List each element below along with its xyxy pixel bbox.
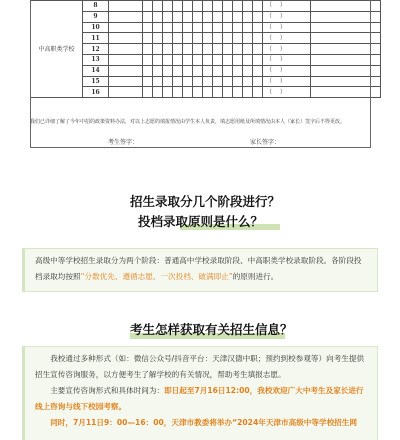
form-cell[interactable] — [223, 44, 233, 55]
form-cell[interactable] — [183, 11, 193, 22]
form-cell[interactable] — [233, 1, 243, 12]
form-cell[interactable] — [203, 87, 213, 98]
form-cell[interactable] — [203, 76, 213, 87]
form-cell[interactable] — [163, 11, 173, 22]
form-row — [31, 44, 381, 55]
category-label: 中高职类学校 — [31, 1, 83, 98]
form-cell[interactable] — [223, 33, 233, 44]
form-promise-text: 我们已详细了解了今年中招的政策资料办法，对以上志愿的填报情况由学生本人负责，填志愿用纸及所填情况由本人（家长）签字后不得更改。 — [30, 119, 346, 125]
section1-body-end: 的原则进行。 — [232, 272, 279, 281]
form-row — [31, 65, 381, 76]
row-number: 13 — [83, 54, 109, 65]
section2-para3 — [35, 415, 369, 431]
form-cell[interactable] — [223, 22, 233, 33]
form-cell[interactable] — [223, 76, 233, 87]
form-cell[interactable] — [253, 87, 263, 98]
form-cell[interactable] — [163, 65, 173, 76]
section2-title: 考生怎样获取有关招生信息？ — [130, 322, 293, 337]
form-cell[interactable] — [253, 1, 263, 12]
form-cell[interactable] — [193, 1, 203, 12]
section2-para2 — [35, 383, 369, 415]
form-cell[interactable] — [243, 76, 253, 87]
form-cell[interactable] — [233, 22, 243, 33]
form-cell[interactable] — [173, 87, 183, 98]
form-cell[interactable] — [163, 1, 173, 12]
form-cell[interactable] — [233, 33, 243, 44]
form-cell[interactable] — [173, 76, 183, 87]
form-cell[interactable] — [213, 87, 223, 98]
form-cell[interactable] — [193, 22, 203, 33]
form-cell[interactable] — [253, 11, 263, 22]
form-cell[interactable] — [193, 44, 203, 55]
form-cell[interactable] — [173, 33, 183, 44]
form-cell[interactable] — [193, 54, 203, 65]
form-cell[interactable] — [253, 76, 263, 87]
form-cell[interactable] — [109, 1, 143, 12]
student-signature-label: 考生签字： — [108, 139, 139, 146]
form-cell[interactable] — [143, 1, 153, 12]
form-cell[interactable] — [173, 11, 183, 22]
form-cell[interactable] — [203, 1, 213, 12]
form-cell[interactable] — [203, 22, 213, 33]
form-cell[interactable] — [193, 65, 203, 76]
form-cell[interactable] — [203, 65, 213, 76]
form-cell[interactable] — [213, 22, 223, 33]
form-cell[interactable] — [173, 54, 183, 65]
form-cell[interactable] — [213, 65, 223, 76]
form-cell[interactable] — [143, 22, 153, 33]
form-cell[interactable] — [213, 33, 223, 44]
row-number: 12 — [83, 44, 109, 55]
form-cell[interactable] — [173, 1, 183, 12]
form-cell[interactable] — [109, 11, 143, 22]
form-cell[interactable] — [153, 33, 163, 44]
row-number: 11 — [83, 33, 109, 44]
form-cell[interactable] — [143, 33, 153, 44]
form-cell[interactable] — [223, 87, 233, 98]
form-right-border — [370, 0, 371, 148]
form-row — [31, 76, 381, 87]
form-cell[interactable] — [183, 76, 193, 87]
form-row — [31, 87, 381, 98]
choice-mark[interactable]: （ ） — [263, 44, 311, 55]
form-cell[interactable] — [213, 54, 223, 65]
section1-title-line1: 招生录取分几个阶段进行？ — [130, 194, 281, 209]
form-cell[interactable] — [109, 87, 143, 98]
form-cell[interactable] — [153, 76, 163, 87]
row-number: 14 — [83, 65, 109, 76]
form-cell[interactable] — [213, 11, 223, 22]
section1-body-box — [22, 248, 378, 292]
row-number: 16 — [83, 87, 109, 98]
volunteer-table — [30, 0, 381, 98]
form-cell[interactable] — [193, 11, 203, 22]
form-cell[interactable] — [153, 44, 163, 55]
form-cell[interactable] — [213, 44, 223, 55]
form-cell[interactable] — [109, 76, 143, 87]
choice-mark[interactable]: （ ） — [263, 11, 311, 22]
form-cell[interactable] — [243, 11, 253, 22]
form-cell[interactable] — [173, 22, 183, 33]
form-cell[interactable] — [193, 33, 203, 44]
form-cell[interactable] — [183, 33, 193, 44]
form-cell[interactable] — [183, 87, 193, 98]
form-cell[interactable] — [243, 1, 253, 12]
form-cell[interactable] — [223, 1, 233, 12]
form-cell[interactable] — [183, 44, 193, 55]
form-cell[interactable] — [143, 76, 153, 87]
form-cell[interactable] — [253, 33, 263, 44]
form-cell[interactable] — [143, 44, 153, 55]
form-cell[interactable] — [253, 54, 263, 65]
form-cell[interactable] — [153, 87, 163, 98]
form-cell[interactable] — [233, 11, 243, 22]
choice-mark[interactable]: （ ） — [263, 65, 311, 76]
form-cell[interactable] — [253, 65, 263, 76]
form-cell[interactable] — [233, 65, 243, 76]
row-number: 8 — [83, 1, 109, 12]
form-cell[interactable] — [243, 44, 253, 55]
form-cell[interactable] — [163, 33, 173, 44]
form-cell[interactable] — [233, 76, 243, 87]
row-number: 15 — [83, 76, 109, 87]
section1-body-intro: 高级中等学校招生录取分为两个阶段：普通高中学校录取阶段、中高职类学校录取阶段。各阶段投档录取均按照 — [35, 256, 362, 281]
form-cell[interactable] — [243, 54, 253, 65]
form-cell[interactable] — [109, 44, 143, 55]
form-cell[interactable] — [243, 65, 253, 76]
form-row — [31, 54, 381, 65]
form-cell[interactable] — [223, 11, 233, 22]
section1-body-highlight: “分数优先、遵循志愿、一次投档、破满即止” — [80, 272, 233, 281]
choice-mark[interactable]: （ ） — [263, 54, 311, 65]
form-cell[interactable] — [163, 22, 173, 33]
form-cell[interactable] — [253, 44, 263, 55]
section1-title-line2: 投档录取原则是什么？ — [138, 214, 264, 229]
form-cell[interactable] — [243, 22, 253, 33]
choice-mark[interactable]: （ ） — [263, 33, 311, 44]
form-cell[interactable] — [203, 33, 213, 44]
section2-para2-highlight: 即日起至7月16日12:00，我校欢迎广大中考生及家长进行线上咨询与线下校园考察。 — [35, 386, 364, 411]
form-cell[interactable] — [143, 87, 153, 98]
section2-para2-prefix: 主要宣传咨询形式和具体时间为： — [50, 386, 165, 395]
form-cell[interactable] — [223, 54, 233, 65]
form-cell[interactable] — [213, 76, 223, 87]
form-cell[interactable] — [143, 54, 153, 65]
form-bottom-border — [30, 147, 370, 148]
choice-mark[interactable]: （ ） — [263, 22, 311, 33]
form-cell[interactable] — [233, 54, 243, 65]
form-cell[interactable] — [163, 54, 173, 65]
form-cell[interactable] — [203, 54, 213, 65]
form-cell[interactable] — [223, 65, 233, 76]
section2-body-box — [22, 346, 378, 440]
form-cell[interactable] — [253, 22, 263, 33]
form-cell[interactable] — [109, 65, 143, 76]
form-cell[interactable] — [163, 87, 173, 98]
form-cell[interactable] — [163, 76, 173, 87]
form-cell[interactable] — [143, 65, 153, 76]
form-cell[interactable] — [109, 33, 143, 44]
form-cell[interactable] — [243, 33, 253, 44]
form-cell[interactable] — [183, 1, 193, 12]
form-cell[interactable] — [213, 1, 223, 12]
form-cell[interactable] — [183, 65, 193, 76]
form-cell[interactable] — [109, 54, 143, 65]
form-cell[interactable] — [163, 44, 173, 55]
section2-para1: 我校通过多种形式（如：微信公众号/抖音平台：天津汉德中职；预约到校参观等）向考生提供招生宣传咨询服务，以方便考生了解学校的有关情况，帮助考生填报志愿。 — [35, 354, 365, 379]
form-cell[interactable] — [203, 44, 213, 55]
form-cell[interactable] — [153, 65, 163, 76]
form-row — [31, 11, 381, 22]
form-cell[interactable] — [173, 65, 183, 76]
form-cell[interactable] — [183, 54, 193, 65]
form-row — [31, 22, 381, 33]
form-cell[interactable] — [153, 1, 163, 12]
choice-mark[interactable]: （ ） — [263, 87, 311, 98]
form-cell[interactable] — [153, 11, 163, 22]
form-cell[interactable] — [153, 22, 163, 33]
choice-mark[interactable]: （ ） — [263, 76, 311, 87]
form-row — [31, 33, 381, 44]
form-cell[interactable] — [203, 11, 213, 22]
choice-mark[interactable]: （ ） — [263, 1, 311, 12]
form-cell[interactable] — [183, 22, 193, 33]
form-row — [31, 1, 381, 12]
volunteer-form — [30, 0, 370, 148]
form-cell[interactable] — [233, 87, 243, 98]
row-number: 10 — [83, 22, 109, 33]
form-cell[interactable] — [193, 76, 203, 87]
form-left-border — [30, 0, 31, 148]
form-cell[interactable] — [153, 54, 163, 65]
form-cell[interactable] — [193, 87, 203, 98]
form-cell[interactable] — [109, 22, 143, 33]
form-cell[interactable] — [243, 87, 253, 98]
form-cell[interactable] — [143, 11, 153, 22]
form-cell[interactable] — [233, 44, 243, 55]
parent-signature-label: 家长签字： — [250, 139, 281, 146]
row-number: 9 — [83, 11, 109, 22]
section2-para3-text: 同时，7月11日9：00—16：00，天津市教委将举办“2024年天津市高级中等学校招生网 — [50, 418, 357, 427]
form-cell[interactable] — [173, 44, 183, 55]
